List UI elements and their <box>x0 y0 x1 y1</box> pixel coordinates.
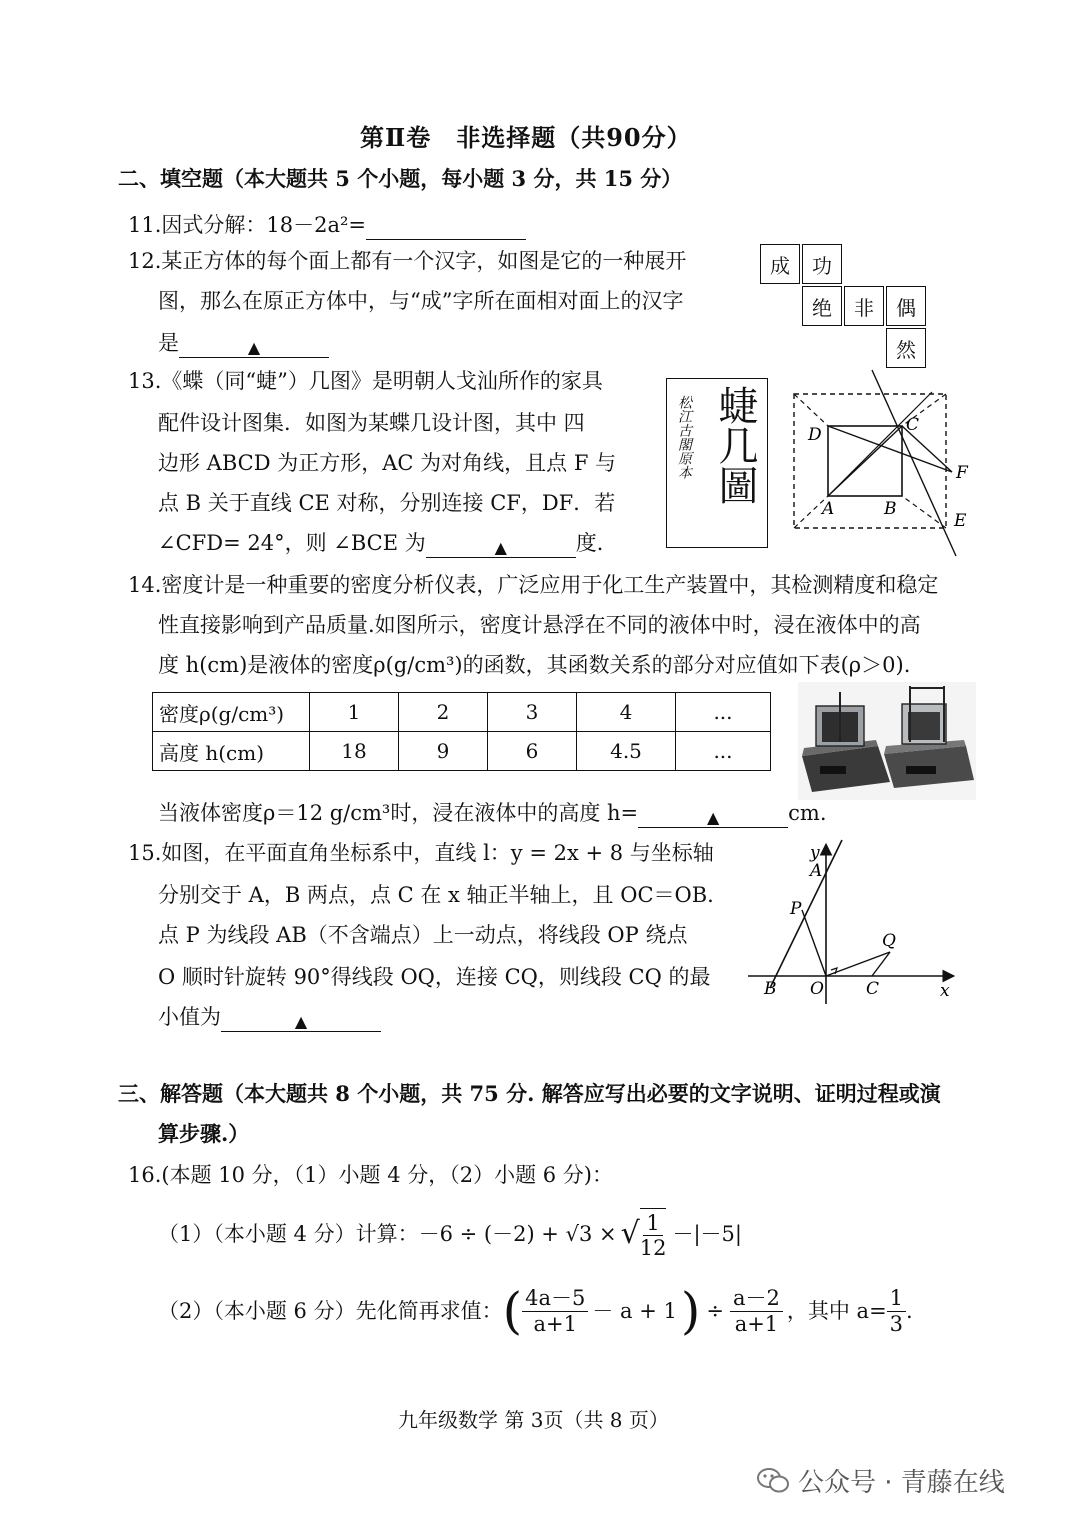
seal-image <box>666 378 768 548</box>
label-e: E <box>954 511 967 531</box>
table-cell: 1 <box>310 693 399 732</box>
q16-header: 16.(本题 10 分，（1）小题 4 分，（2）小题 6 分)： <box>128 1163 613 1187</box>
segment-op <box>802 910 826 976</box>
label-x: x <box>940 981 950 1001</box>
seal-big-text: 蜨几圖 <box>712 385 758 505</box>
square-diagram <box>780 368 980 564</box>
label-y: y <box>810 843 820 863</box>
table-cell: 3 <box>488 693 577 732</box>
label-q: Q <box>882 931 896 951</box>
net-face-3: 绝 <box>802 286 842 326</box>
label-b: B <box>764 979 777 999</box>
table-cell: 6 <box>488 732 577 771</box>
fraction-2 <box>730 1286 783 1335</box>
q16-part1-expr: －6 ÷ (－2) + √3 × <box>418 1222 617 1247</box>
q16-part1-label: （1）（本小题 4 分）计算： <box>158 1222 419 1247</box>
q16-part1-expr-end: －|－5| <box>672 1222 742 1247</box>
q14-line3: 度 h(cm)是液体的密度ρ(g/cm³)的函数，其函数关系的部分对应值如下表(ρ＞0). <box>158 653 911 677</box>
question-11 <box>128 210 526 240</box>
q11-answer-blank[interactable] <box>366 213 526 240</box>
label-c: C <box>866 979 880 999</box>
q13-line3: 边形 ABCD 为正方形，AC 为对角线，且点 F 与 <box>158 451 617 475</box>
watermark <box>756 1462 1005 1499</box>
net-face-2: 功 <box>802 244 842 284</box>
fraction-1 <box>522 1286 588 1335</box>
label-f: F <box>956 463 968 483</box>
section-2-heading: 二、填空题（本大题共 5 个小题，每小题 3 分，共 15 分） <box>118 166 683 191</box>
fraction-numerator: a－2 <box>730 1286 783 1311</box>
left-paren: ( <box>502 1282 523 1340</box>
table-row <box>153 732 771 771</box>
q12-line3-text: 是 <box>158 331 179 355</box>
q15-line4: O 顺时针旋转 90°得线段 OQ，连接 CQ，则线段 CQ 的最 <box>158 965 711 989</box>
table-cell: 18 <box>310 732 399 771</box>
q13-line2: 配件设计图集．如图为某蝶几设计图，其中 四 <box>158 411 585 435</box>
q15-answer-blank[interactable] <box>221 1005 381 1032</box>
q14-answer-blank[interactable] <box>638 801 788 828</box>
label-o: O <box>810 979 824 999</box>
net-face-5: 偶 <box>886 286 926 326</box>
section-3-heading-cont: 算步骤.） <box>158 1121 250 1146</box>
q15-line3: 点 P 为线段 AB（不含端点）上一动点，将线段 OP 绕点 <box>158 923 688 947</box>
fraction-denominator: a+1 <box>533 1311 577 1336</box>
divide-sign: ÷ <box>706 1299 724 1323</box>
segment-df <box>828 426 952 472</box>
label-b: B <box>884 499 897 519</box>
q11-text: 11.因式分解：18－2a²= <box>128 213 367 237</box>
q16-part2-mid: － a + 1 <box>592 1299 677 1323</box>
table-cell: 4 <box>577 693 676 732</box>
table-cell: ... <box>676 732 771 771</box>
q13-line1: 13.《蝶（同“蜨”）几图》是明朝人戈汕所作的家具 <box>128 369 603 393</box>
q14-question-text: 当液体密度ρ＝12 g/cm³时，浸在液体中的高度 h= <box>158 801 639 825</box>
density-table <box>152 692 771 771</box>
fraction-denominator: 3 <box>889 1311 904 1336</box>
label-p: P <box>790 899 802 919</box>
q15-line5-text: 小值为 <box>158 1005 221 1029</box>
q12-answer-blank[interactable] <box>179 331 329 358</box>
q13-line5-text: ∠CFD= 24°，则 ∠BCE 为 <box>158 531 426 555</box>
table-cell: 高度 h(cm) <box>153 732 310 771</box>
aux-line <box>828 392 932 496</box>
q12-line1: 12.某正方体的每个面上都有一个汉字，如图是它的一种展开 <box>128 249 687 273</box>
label-a: A <box>810 861 823 881</box>
fraction-a-value <box>887 1286 906 1335</box>
net-face-6: 然 <box>886 328 926 368</box>
q12-line3 <box>158 328 329 358</box>
q13-line5 <box>158 528 618 558</box>
net-face-4: 非 <box>844 286 884 326</box>
q16-part1 <box>158 1208 742 1260</box>
label-d: D <box>808 425 822 445</box>
answer-marker: ▲ <box>247 338 261 357</box>
page-title: 第Ⅱ卷 非选择题（共90分） <box>360 123 692 152</box>
answer-marker: ▲ <box>707 808 720 827</box>
table-cell: 2 <box>399 693 488 732</box>
q12-line2: 图，那么在原正方体中，与“成”字所在面相对面上的汉字 <box>158 289 684 313</box>
wechat-icon <box>756 1466 790 1496</box>
answer-marker: ▲ <box>494 538 507 557</box>
coordinate-diagram <box>744 838 962 1008</box>
answer-marker: ▲ <box>294 1012 308 1031</box>
fraction-numerator: 1 <box>887 1286 906 1311</box>
q13-line4: 点 B 关于直线 CE 对称，分别连接 CF，DF．若 <box>158 491 616 515</box>
table-cell: 密度ρ(g/cm³) <box>153 693 310 732</box>
net-face-1: 成 <box>760 244 800 284</box>
q15-line1: 15.如图，在平面直角坐标系中，直线 l：y = 2x + 8 与坐标轴 <box>128 841 714 865</box>
densimeter-photo <box>798 682 976 800</box>
q16-part2: （2）（本小题 6 分）先化简再求值： ( $\frac{4a-5}{a+1}$ － a + 1 ) ÷ $\frac{a-2}{a+1}$ ，其中 a= $\frac{1}{3}$ . <box>158 1282 913 1340</box>
sqrt-sign: √ <box>620 1216 640 1252</box>
seal-small-text: 松江古閣原本 <box>676 395 692 479</box>
q13-unit: 度． <box>575 531 618 555</box>
section-3-heading: 三、解答题（本大题共 8 个小题，共 75 分. 解答应写出必要的文字说明、证明过程或演 <box>118 1081 941 1106</box>
q15-line5 <box>158 1002 381 1032</box>
q14-line2: 性直接影响到产品质量.如图所示，密度计悬浮在不同的液体中时，浸在液体中的高 <box>158 613 921 637</box>
table-cell: ... <box>676 693 771 732</box>
sqrt-fraction <box>640 1208 667 1260</box>
q15-line2: 分别交于 A，B 两点，点 C 在 x 轴正半轴上，且 OC＝OB. <box>158 883 714 907</box>
fraction-numerator: 1 <box>643 1211 662 1236</box>
q14-unit: cm. <box>788 801 827 825</box>
line-l <box>770 840 842 988</box>
q14-question <box>158 798 827 828</box>
right-paren: ) <box>680 1282 701 1340</box>
label-a: A <box>822 499 835 519</box>
fraction-denominator: a+1 <box>734 1311 779 1336</box>
table-cell: 4.5 <box>577 732 676 771</box>
q13-answer-blank[interactable] <box>426 531 576 558</box>
q14-line1: 14.密度计是一种重要的密度分析仪表，广泛应用于化工生产装置中，其检测精度和稳定 <box>128 573 939 597</box>
label-c: C <box>906 415 920 435</box>
fraction-denominator: 12 <box>639 1236 667 1261</box>
watermark-text: 公众号 · 青藤在线 <box>798 1468 1005 1498</box>
table-cell: 9 <box>399 732 488 771</box>
fraction-numerator: 4a－5 <box>522 1286 588 1311</box>
page-footer: 九年级数学 第 3页（共 8 页） <box>398 1408 669 1432</box>
table-row <box>153 693 771 732</box>
q16-part2-condition: ，其中 a= <box>786 1299 887 1323</box>
q16-part2-label: （2）（本小题 6 分）先化简再求值： <box>158 1299 503 1323</box>
